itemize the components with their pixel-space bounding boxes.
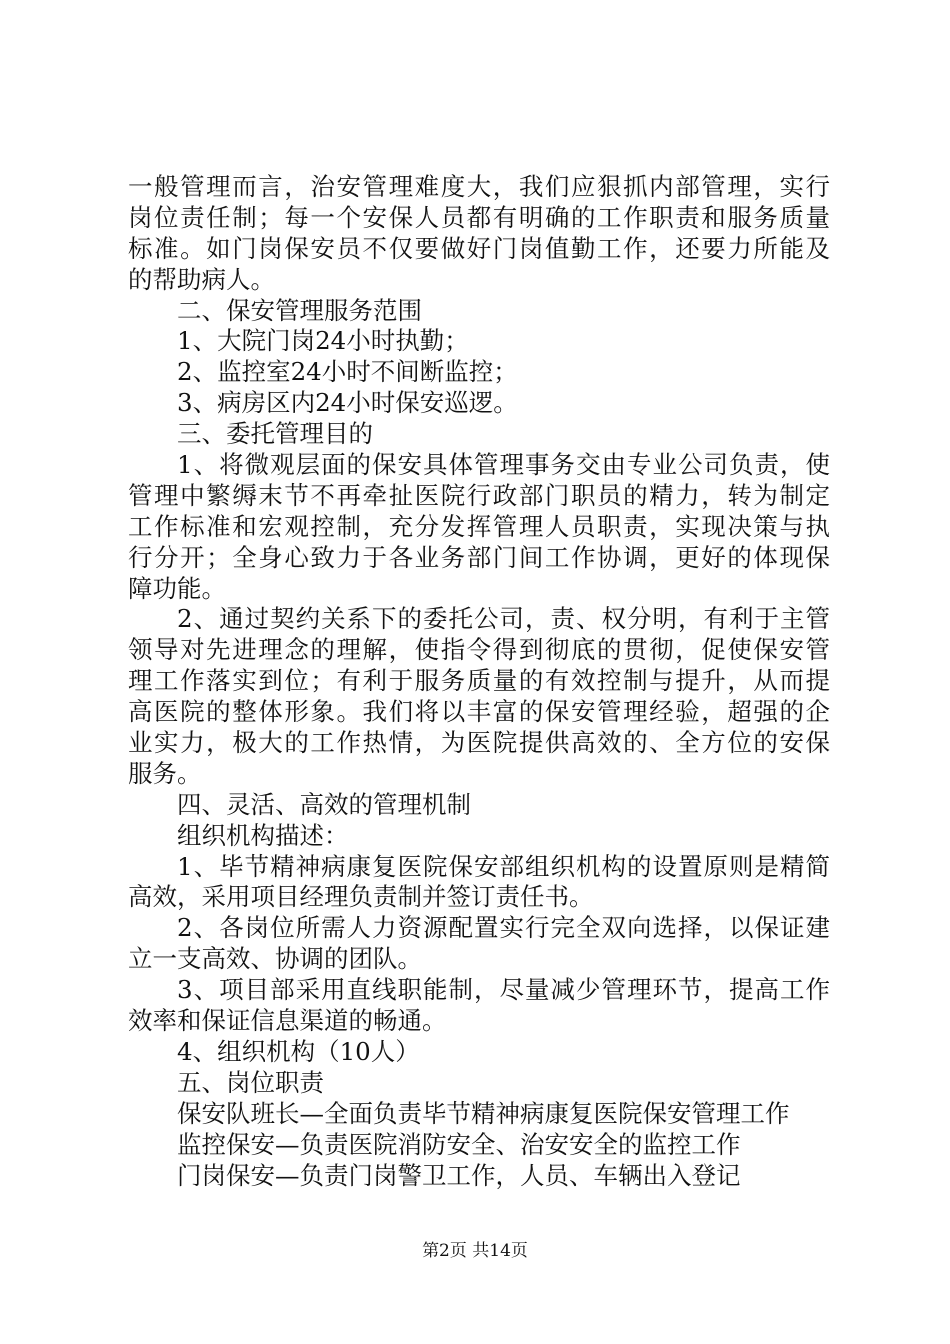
text-line: 监控保安—负责医院消防安全、治安安全的监控工作 xyxy=(177,1129,741,1159)
page-footer: 第2页 共14页 xyxy=(422,1241,528,1261)
text-line: 高效，采用项目经理负责制并签订责任书。 xyxy=(128,882,594,912)
text-line: 2、各岗位所需人力资源配置实行完全双向选择，以保证建 xyxy=(177,913,830,943)
text-line: 立一支高效、协调的团队。 xyxy=(128,944,422,974)
document-body xyxy=(128,172,830,1191)
text-line: 服务。 xyxy=(128,758,202,788)
text-line: 门岗保安—负责门岗警卫工作，人员、车辆出入登记 xyxy=(177,1160,741,1190)
text-line: 1、将微观层面的保安具体管理事务交由专业公司负责，使 xyxy=(177,450,830,480)
text-line: 1、毕节精神病康复医院保安部组织机构的设置原则是精简 xyxy=(177,851,830,881)
text-line: 3、项目部采用直线职能制，尽量减少管理环节，提高工作 xyxy=(177,975,830,1005)
text-line: 标准。如门岗保安员不仅要做好门岗值勤工作，还要力所能及 xyxy=(128,233,830,263)
text-line: 一般管理而言，治安管理难度大，我们应狠抓内部管理，实行 xyxy=(128,172,830,201)
text-line: 障功能。 xyxy=(128,573,226,603)
text-line: 的帮助病人。 xyxy=(128,264,275,294)
text-line: 工作标准和宏观控制，充分发挥管理人员职责，实现决策与执 xyxy=(128,511,830,541)
text-line: 组织机构描述： xyxy=(177,820,349,850)
text-line: 三、委托管理目的 xyxy=(177,419,373,449)
text-line: 1、大院门岗24小时执勤； xyxy=(177,326,469,356)
text-line: 业实力，极大的工作热情，为医院提供高效的、全方位的安保 xyxy=(128,728,830,758)
text-line: 4、组织机构（10人） xyxy=(177,1036,420,1066)
text-line: 效率和保证信息渠道的畅通。 xyxy=(128,1006,447,1036)
text-line: 岗位责任制；每一个安保人员都有明确的工作职责和服务质量 xyxy=(128,202,830,232)
text-line: 保安队班长—全面负责毕节精神病康复医院保安管理工作 xyxy=(177,1098,790,1128)
text-line: 2、通过契约关系下的委托公司，责、权分明，有利于主管 xyxy=(177,604,830,634)
text-line: 2、监控室24小时不间断监控； xyxy=(177,357,518,387)
text-line: 领导对先进理念的理解，使指令得到彻底的贯彻，促使保安管 xyxy=(128,635,830,665)
text-line: 理工作落实到位；有利于服务质量的有效控制与提升，从而提 xyxy=(128,666,830,696)
text-line: 二、保安管理服务范围 xyxy=(177,295,422,325)
text-line: 3、病房区内24小时保安巡逻。 xyxy=(177,388,518,418)
text-line: 四、灵活、高效的管理机制 xyxy=(177,789,471,819)
text-line: 行分开；全身心致力于各业务部门间工作协调，更好的体现保 xyxy=(128,542,830,572)
text-line: 管理中繁缛末节不再牵扯医院行政部门职员的精力，转为制定 xyxy=(128,480,830,510)
text-line: 高医院的整体形象。我们将以丰富的保安管理经验，超强的企 xyxy=(128,697,830,727)
text-line: 五、岗位职责 xyxy=(177,1067,324,1097)
